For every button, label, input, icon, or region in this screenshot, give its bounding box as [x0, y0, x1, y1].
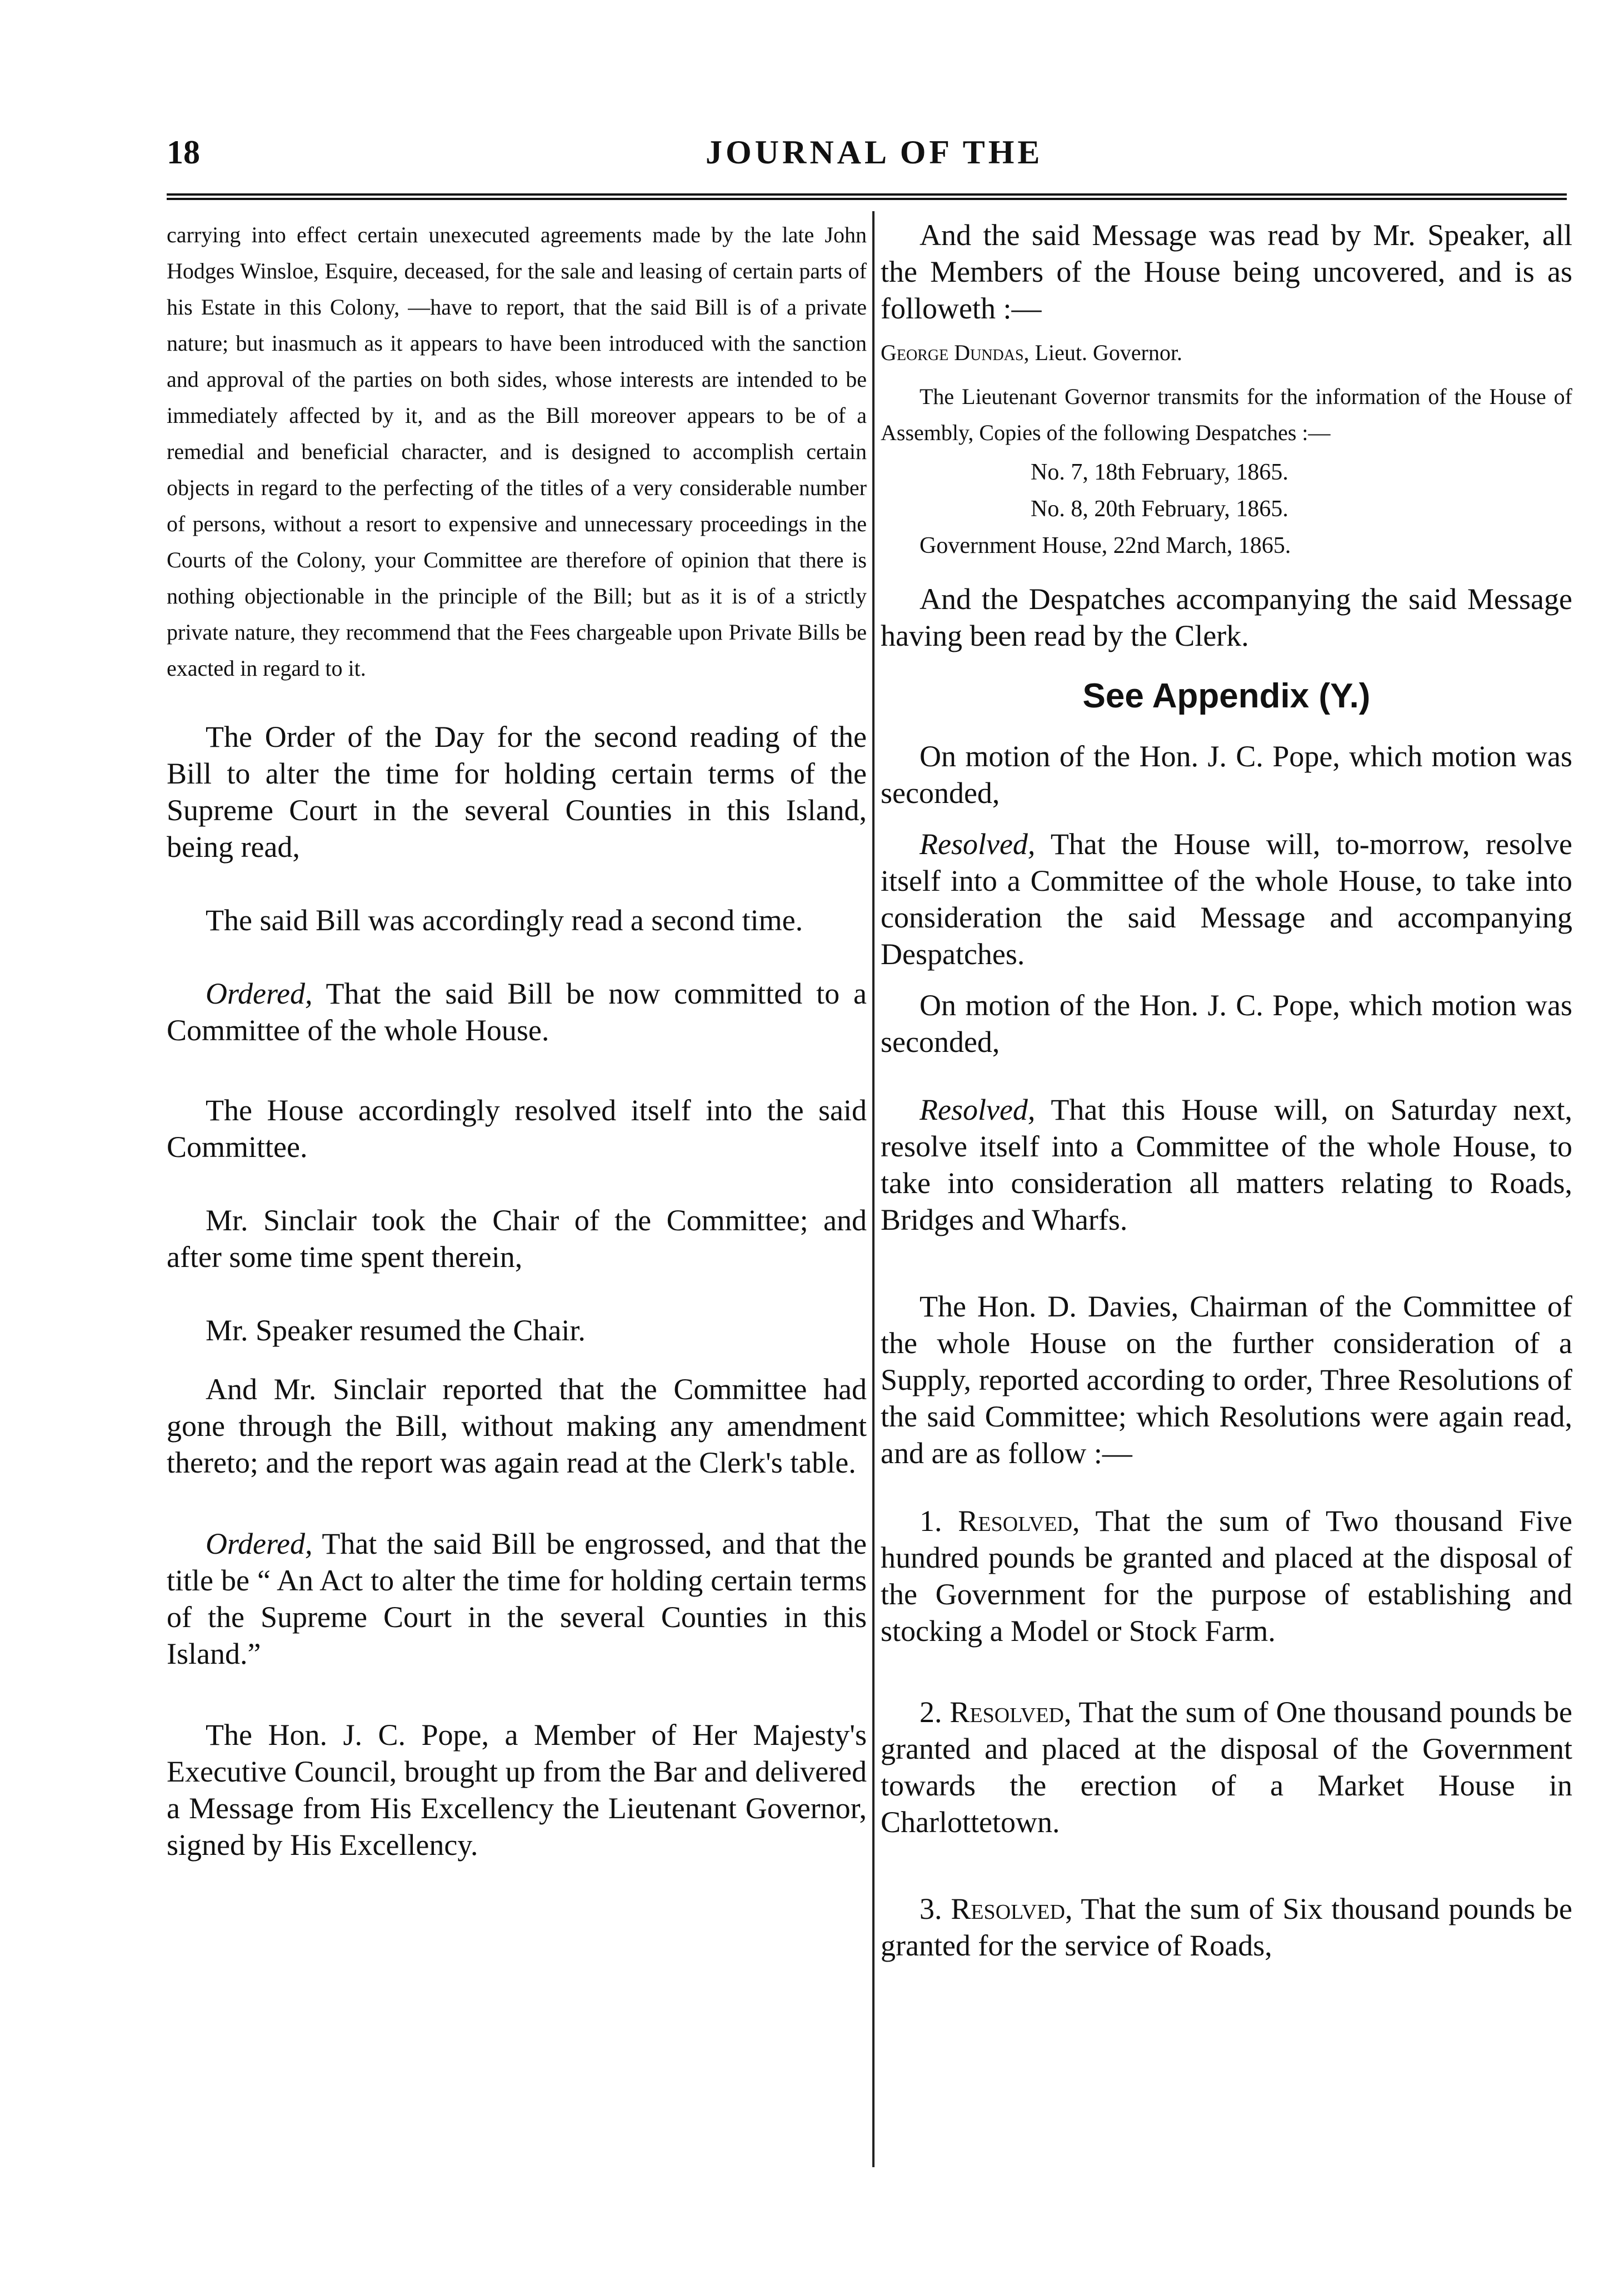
- right-column: [881, 217, 1572, 1964]
- resolution-word: Resolved,: [951, 1892, 1073, 1925]
- pope-message: The Hon. J. C. Pope, a Member of Her Majesty's Executive Council, brought up from the Bar and delivered a Message from His Excellency the Lieutenant Governor, signed by His Excellency.: [167, 1718, 867, 1862]
- ordered-text: That the said Bill be now committed to a Committee of the whole House.: [167, 977, 867, 1047]
- ordered-committed: [167, 975, 867, 1049]
- signatory-title: Lieut. Governor.: [1035, 340, 1183, 365]
- committee-report: carrying into effect certain unexecuted agreements made by the late John Hodges Winsloe, Esquire, deceased, for the sale and leasing of certain parts of his Estate in this Colony, —have to report, that the said Bill is of a private nature; but inasmuch as it appears to have been introduced with the sanction and approval of the parties on both sides, whose interests are intended to be immediately affected by it, and as the Bill moreover appears to be of a remedial and beneficial character, and is designed to accomplish certain objects in regard to the perfecting of the titles of a very considerable number of persons, without a resort to expensive and unnecessary proceedings in the Courts of the Colony, your Committee are therefore of opinion that there is nothing objectionable in the principle of the Bill; but as it is of a strictly private nature, they recommend that the Fees chargeable upon Private Bills be exacted in regard to it.: [167, 222, 867, 681]
- resolution-number: 1.: [920, 1504, 942, 1538]
- signatory-name: George Dundas,: [881, 340, 1030, 365]
- resolved-label: Resolved,: [920, 827, 1036, 861]
- resolved-2: [881, 1091, 1572, 1238]
- column-divider: [872, 211, 875, 2167]
- order-of-day: The Order of the Day for the second reading of the Bill to alter the time for holding certain terms of the Supreme Court in the several Counties in this Island, being read,: [167, 720, 867, 864]
- ordered-label: Ordered,: [206, 1527, 313, 1560]
- resolved-into-committee: The House accordingly resolved itself into the said Committee.: [167, 1094, 867, 1164]
- davies-report: The Hon. D. Davies, Chairman of the Committee of the whole House on the further consideration of a Supply, reported according to order, Three Resolutions of the said Committee; which Resolutions were again read, and are as follow :—: [881, 1290, 1572, 1470]
- message-read: And the said Message was read by Mr. Speaker, all the Members of the House being uncovered, and is as followeth :—: [881, 218, 1572, 325]
- running-head: JOURNAL OF THE: [706, 134, 1043, 171]
- ordered-label: Ordered,: [206, 977, 313, 1010]
- motion-2: On motion of the Hon. J. C. Pope, which motion was seconded,: [881, 989, 1572, 1059]
- despatch-2: No. 8, 20th February, 1865.: [1031, 496, 1288, 522]
- resolved-label: Resolved,: [920, 1093, 1036, 1126]
- resolution-number: 3.: [920, 1892, 942, 1925]
- supply-resolution-1: [881, 1503, 1572, 1649]
- resolution-text: That the sum of Six thousand pounds be granted for the service of Roads,: [881, 1892, 1573, 1962]
- resolution-text: That the sum of One thousand pounds be granted and placed at the disposal of the Government towards the erection of a Market House in Charlottetown.: [881, 1695, 1573, 1839]
- header-rule: [167, 193, 1567, 200]
- appendix-heading: See Appendix (Y.): [1082, 677, 1371, 715]
- sinclair-chair: Mr. Sinclair took the Chair of the Committee; and after some time spent therein,: [167, 1204, 867, 1274]
- ordered-text: That the said Bill be engrossed, and that the title be “ An Act to alter the time for holding certain terms of the Supreme Court in the several Counties in this Island.”: [167, 1527, 867, 1670]
- speaker-resumed: Mr. Speaker resumed the Chair.: [206, 1314, 586, 1347]
- supply-resolution-3: [881, 1890, 1572, 1964]
- signatory: [881, 335, 1572, 371]
- page-number: 18: [167, 134, 200, 171]
- resolution-word: Resolved,: [950, 1695, 1072, 1729]
- transmit-text: The Lieutenant Governor transmits for the information of the House of Assembly, Copies of the following Despatches :—: [881, 384, 1572, 445]
- ordered-engrossed: [167, 1525, 867, 1672]
- government-house: Government House, 22nd March, 1865.: [920, 533, 1291, 558]
- left-column: [167, 217, 867, 1863]
- supply-resolution-2: [881, 1694, 1572, 1840]
- resolved-text: That this House will, on Saturday next, resolve itself into a Committee of the whole House, to take into consideration all matters relating to Roads, Bridges and Wharfs.: [881, 1093, 1572, 1236]
- second-reading: The said Bill was accordingly read a second time.: [206, 904, 803, 937]
- despatches-read: And the Despatches accompanying the said Message having been read by the Clerk.: [881, 582, 1572, 652]
- resolved-1: [881, 826, 1572, 972]
- motion-1: On motion of the Hon. J. C. Pope, which motion was seconded,: [881, 740, 1572, 810]
- despatch-1: No. 7, 18th February, 1865.: [1031, 460, 1288, 485]
- resolution-word: Resolved,: [958, 1504, 1080, 1538]
- resolved-text: That the House will, to-morrow, resolve itself into a Committee of the whole House, to take into consideration the said Message and accompanying Despatches.: [881, 827, 1572, 971]
- resolution-text: That the sum of Two thousand Five hundred pounds be granted and placed at the disposal of the Government for the purpose of establishing and stocking a Model or Stock Farm.: [881, 1504, 1572, 1648]
- resolution-number: 2.: [920, 1695, 942, 1729]
- sinclair-reported: And Mr. Sinclair reported that the Committee had gone through the Bill, without making any amendment thereto; and the report was again read at the Clerk's table.: [167, 1373, 867, 1479]
